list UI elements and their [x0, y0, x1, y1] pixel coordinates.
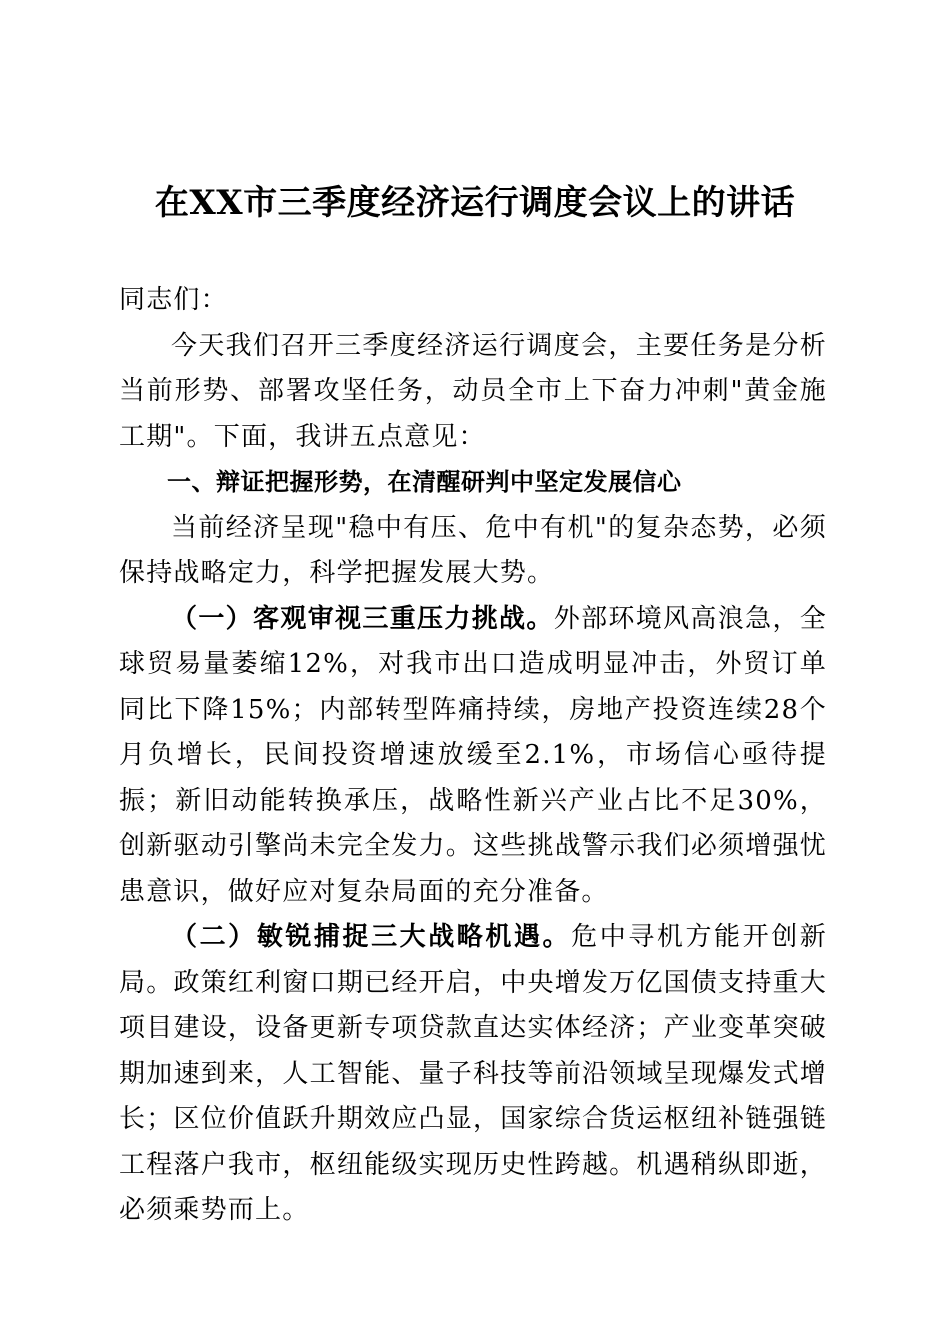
section-intro-paragraph: 当前经济呈现"稳中有压、危中有机"的复杂态势，必须保持战略定力，科学把握发展大势。 — [119, 512, 827, 588]
document-body — [119, 278, 827, 1234]
point-paragraph-1 — [119, 597, 827, 916]
intro-paragraph: 今天我们召开三季度经济运行调度会，主要任务是分析当前形势、部署攻坚任务，动员全市上下奋力冲刺"黄金施工期"。下面，我讲五点意见： — [119, 330, 827, 452]
point-paragraph-2 — [119, 915, 827, 1234]
point-text-1: 外部环境风高浪急，全球贸易量萎缩12%，对我市出口造成明显冲击，外贸订单同比下降15%；内部转型阵痛持续，房地产投资连续28个月负增长，民间投资增速放缓至2.1%，市场信心亟待提振；新旧动能转换承压，战略性新兴产业占比不足30%，创新驱动引擎尚未完全发力。这些挑战警示我们必须增强忧患意识，做好应对复杂局面的充分准备。 — [119, 603, 827, 907]
section-heading: 一、辩证把握形势，在清醒研判中坚定发展信心 — [167, 468, 682, 496]
point-title-1: （一）客观审视三重压力挑战。 — [171, 603, 554, 634]
salutation: 同志们： — [119, 285, 228, 315]
document-title: 在XX市三季度经济运行调度会议上的讲话 — [154, 183, 796, 223]
point-title-2: （二）敏锐捕捉三大战略机遇。 — [171, 922, 572, 952]
point-text-2: 危中寻机方能开创新局。政策红利窗口期已经开启，中央增发万亿国债支持重大项目建设，设备更新专项贷款直达实体经济；产业变革突破期加速到来，人工智能、量子科技等前沿领域呈现爆发式增长；区位价值跃升期效应凸显，国家综合货运枢纽补链强链工程落户我市，枢纽能级实现历史性跨越。机遇稍纵即逝，必须乘势而上。 — [119, 922, 827, 1225]
